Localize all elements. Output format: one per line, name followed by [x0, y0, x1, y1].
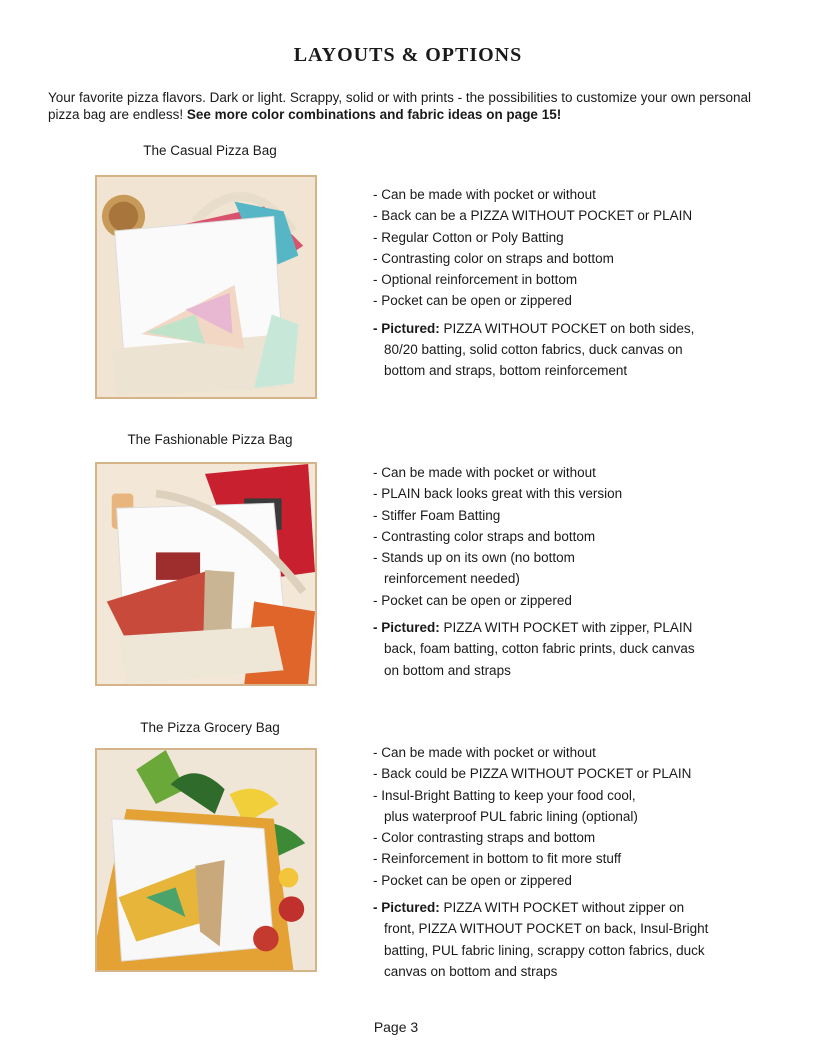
pictured-line: PIZZA WITHOUT POCKET on both sides,: [443, 320, 695, 336]
feature-item: - Pocket can be open or zippered: [373, 592, 572, 608]
page-number: Page 3: [373, 1019, 419, 1035]
feature-item: - Contrasting color straps and bottom: [373, 528, 596, 544]
pictured-line: on bottom and straps: [384, 662, 511, 678]
casual-bag-features: [373, 184, 753, 382]
grocery-bag-features: [373, 742, 753, 982]
pictured-label: - Pictured:: [373, 620, 440, 636]
pictured-line: bottom and straps, bottom reinforcement: [384, 363, 628, 379]
pictured-note: [373, 897, 753, 982]
pictured-line: PIZZA WITH POCKET without zipper on: [443, 900, 685, 916]
pictured-line: back, foam batting, cotton fabric prints, duck canvas: [384, 641, 695, 657]
feature-item: - Contrasting color on straps and bottom: [373, 250, 614, 266]
feature-item: - Back can be a PIZZA WITHOUT POCKET or PLAIN: [373, 208, 693, 224]
feature-item: - Back could be PIZZA WITHOUT POCKET or PLAIN: [373, 766, 692, 782]
intro-paragraph: [48, 89, 768, 123]
fashionable-bag-photo: [95, 462, 317, 686]
pictured-line: canvas on bottom and straps: [384, 963, 558, 979]
casual-bag-illustration: [97, 177, 315, 397]
page-title: LAYOUTS & OPTIONS: [293, 44, 523, 66]
intro-bold-text: See more color combinations and fabric ideas on page 15!: [186, 107, 562, 122]
feature-item: reinforcement needed): [384, 571, 520, 587]
feature-item: - Optional reinforcement in bottom: [373, 272, 578, 288]
feature-item: - Stands up on its own (no bottom: [373, 550, 575, 566]
pictured-line: front, PIZZA WITHOUT POCKET on back, Insul-Bright: [384, 921, 709, 937]
feature-item: - Can be made with pocket or without: [373, 745, 596, 760]
feature-item: - PLAIN back looks great with this version: [373, 486, 623, 502]
feature-item: plus waterproof PUL fabric lining (optional): [384, 808, 638, 824]
feature-item: - Can be made with pocket or without: [373, 187, 596, 202]
feature-item: - Pocket can be open or zippered: [373, 872, 572, 888]
pictured-line: batting, PUL fabric lining, scrappy cotton fabrics, duck: [384, 942, 705, 958]
feature-item: - Pocket can be open or zippered: [373, 293, 572, 309]
grocery-bag-photo: [95, 748, 317, 972]
fashionable-bag-features: [373, 462, 753, 681]
pictured-label: - Pictured:: [373, 320, 440, 336]
feature-item: - Can be made with pocket or without: [373, 465, 596, 480]
section-title-grocery: The Pizza Grocery Bag: [140, 720, 280, 735]
feature-item: - Reinforcement in bottom to fit more stuff: [373, 851, 622, 867]
section-title-fashionable: The Fashionable Pizza Bag: [127, 432, 293, 447]
pictured-note: [373, 617, 753, 681]
intro-text: Your favorite pizza flavors. Dark or light. Scrappy, solid or with prints - the possibilities to customize your own personal pizza bag are endless!: [48, 90, 752, 122]
section-title-casual: The Casual Pizza Bag: [143, 143, 277, 158]
feature-item: - Insul-Bright Batting to keep your food cool,: [373, 787, 636, 803]
pictured-label: - Pictured:: [373, 900, 440, 916]
feature-item: - Color contrasting straps and bottom: [373, 830, 596, 846]
pictured-line: PIZZA WITH POCKET with zipper, PLAIN: [443, 620, 693, 636]
feature-item: - Regular Cotton or Poly Batting: [373, 229, 564, 245]
grocery-bag-illustration: [97, 750, 315, 970]
feature-item: - Stiffer Foam Batting: [373, 507, 501, 523]
pictured-line: 80/20 batting, solid cotton fabrics, duck canvas on: [384, 342, 683, 358]
casual-bag-photo: [95, 175, 317, 399]
fashionable-bag-illustration: [97, 464, 315, 684]
pictured-note: [373, 318, 753, 382]
